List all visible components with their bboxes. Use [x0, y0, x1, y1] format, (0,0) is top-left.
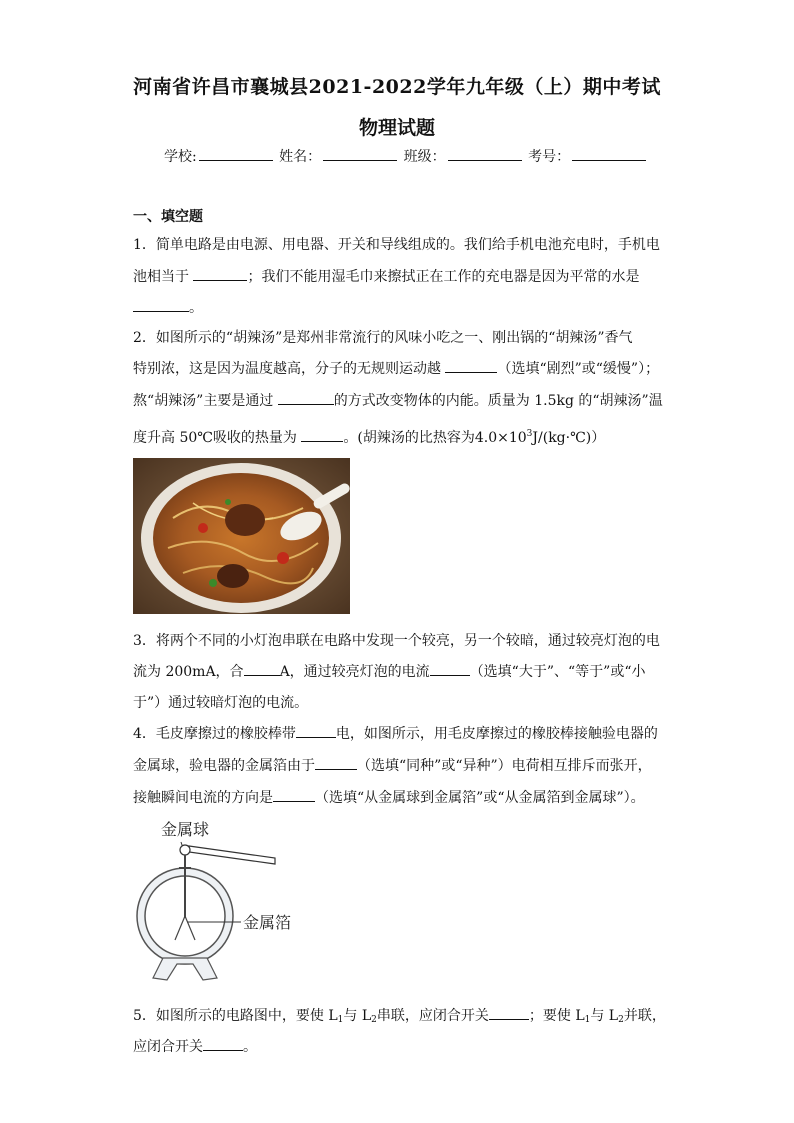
q2-blank-3[interactable]	[301, 428, 343, 442]
school-label: 学校:	[164, 149, 197, 165]
q2-text-3b: 的方式改变物体的内能。质量为 1.5kg 的“胡辣汤”温	[333, 393, 663, 409]
q2-text-2b: （选填“剧烈”或“缓慢”）；	[497, 361, 660, 377]
q3-blank-2[interactable]	[430, 662, 470, 676]
q1-text-2b: ；我们不能用湿毛巾来擦拭正在工作的充电器是因为平常的水是	[247, 269, 640, 285]
label-metal-ball: 金属球	[161, 820, 210, 839]
q2-line-1	[133, 327, 633, 347]
q4-line-3	[133, 787, 645, 807]
label-metal-foil: 金属箔	[243, 913, 292, 932]
q2-line-3	[133, 390, 663, 410]
q2-blank-1[interactable]	[445, 359, 497, 373]
q3-text-2a: 流为 200mA，合	[133, 664, 244, 680]
q5-sub-2: 2	[371, 1015, 377, 1025]
q4-blank-2[interactable]	[315, 756, 357, 770]
exam-number-blank[interactable]	[572, 146, 646, 161]
q2-text-4c: 4.0×10	[474, 430, 527, 446]
school-blank[interactable]	[199, 146, 273, 161]
q3-line-1	[133, 630, 660, 650]
q1-blank-2[interactable]	[133, 298, 189, 312]
q5-sub-4: 2	[618, 1015, 624, 1025]
q2-text-4d: J/(kg·℃)）	[532, 430, 606, 446]
q2-text-2a: 特别浓，这是因为温度越高，分子的无规则运动越	[133, 361, 441, 377]
q1-text-1: 1．简单电路是由电源、用电器、开关和导线组成的。我们给手机电池充电时，手机电	[133, 237, 660, 253]
q5-text-1a: 5．如图所示的电路图中，要使 L	[133, 1008, 338, 1024]
q5-line-2	[133, 1036, 257, 1056]
q5-text-1f: 并联，	[623, 1008, 666, 1024]
q5-sub-1: 1	[337, 1015, 344, 1025]
q2-line-2	[133, 358, 659, 378]
q1-line-1	[133, 234, 660, 254]
electroscope-base	[153, 958, 217, 980]
q4-text-2b: （选填“同种”或“异种”）电荷相互排斥而张开，	[357, 758, 652, 774]
hot-pepper-soup-image	[133, 458, 350, 614]
q2-text-4b: 。(胡辣汤的比热容为	[343, 430, 475, 446]
q5-text-2a: 应闭合开关	[133, 1039, 203, 1055]
page-title: 河南省许昌市襄城县2021-2022学年九年级（上）期中考试	[133, 76, 661, 98]
q2-blank-2[interactable]	[278, 391, 334, 405]
class-label: 班级：	[403, 149, 446, 165]
q4-text-3a: 接触瞬间电流的方向是	[133, 790, 273, 806]
q3-text-1: 3．将两个不同的小灯泡串联在电路中发现一个较亮，另一个较暗，通过较亮灯泡的电	[133, 633, 660, 649]
q4-blank-1[interactable]	[296, 724, 336, 738]
q3-line-3	[133, 692, 308, 712]
q4-line-2	[133, 755, 652, 775]
class-blank[interactable]	[448, 146, 522, 161]
q3-line-2	[133, 661, 645, 681]
q1-blank-1[interactable]	[193, 267, 247, 281]
q1-text-2a: 池相当于	[133, 269, 189, 285]
q3-text-2c: （选填“大于”、“等于”或“小	[469, 664, 646, 680]
q5-line-1	[133, 1005, 666, 1025]
q5-text-1c: 串联，应闭合开关	[376, 1008, 489, 1024]
name-blank[interactable]	[323, 146, 397, 161]
electroscope-diagram	[133, 818, 313, 988]
q4-text-3b: （选填“从金属球到金属箔”或“从金属箔到金属球”）。	[315, 790, 645, 806]
q5-blank-1[interactable]	[489, 1006, 529, 1020]
q5-text-1d: ；要使 L	[528, 1008, 585, 1024]
q4-text-2a: 金属球，验电器的金属箔由于	[133, 758, 315, 774]
q5-text-2b: 。	[243, 1039, 257, 1055]
soup-illustration	[133, 458, 350, 614]
q2-exponent: 3	[526, 429, 533, 439]
name-label: 姓名：	[279, 149, 322, 165]
q2-text-4a: 度升高 50℃吸收的热量为	[133, 430, 297, 446]
section-heading: 一、填空题	[133, 209, 203, 225]
q2-line-4	[133, 427, 605, 447]
q5-blank-2[interactable]	[203, 1037, 243, 1051]
q3-blank-1[interactable]	[244, 662, 280, 676]
q4-line-1	[133, 723, 658, 743]
q2-text-3a: 熬“胡辣汤”主要是通过	[133, 393, 274, 409]
q3-text-3: 于”）通过较暗灯泡的电流。	[133, 695, 309, 711]
exam-number-label: 考号：	[528, 149, 571, 165]
page-subtitle: 物理试题	[358, 117, 435, 139]
rubber-rod	[189, 846, 275, 864]
q4-text-1b: 电，如图所示，用毛皮摩擦过的橡胶棒接触验电器的	[335, 726, 658, 742]
q5-text-1b: 与 L	[343, 1008, 372, 1024]
electroscope-illustration	[133, 818, 313, 988]
q1-line-2	[133, 266, 639, 286]
q5-sub-3: 1	[584, 1015, 591, 1025]
q4-blank-3[interactable]	[273, 788, 315, 802]
q5-text-1e: 与 L	[590, 1008, 619, 1024]
q1-line-3	[133, 297, 203, 317]
q1-text-3: 。	[189, 300, 203, 316]
q2-text-1: 2．如图所示的“胡辣汤”是郑州非常流行的风味小吃之一、刚出锅的“胡辣汤”香气	[133, 330, 633, 346]
metal-ball	[180, 845, 190, 855]
q3-text-2b: A，通过较亮灯泡的电流	[279, 664, 430, 680]
student-info-row	[164, 146, 648, 166]
q4-text-1a: 4．毛皮摩擦过的橡胶棒带	[133, 726, 296, 742]
